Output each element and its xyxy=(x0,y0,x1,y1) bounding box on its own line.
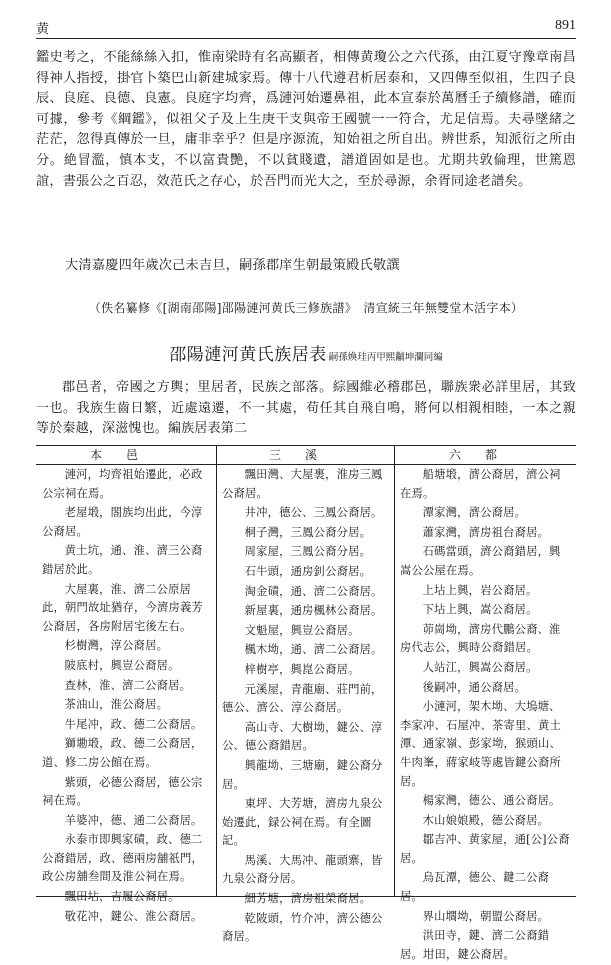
table-entry: 周家屋，三鳳公裔分居。 xyxy=(244,545,372,559)
table-entry: 石碼當頭，濟公裔錯居，興嵩公公屋在焉。 xyxy=(400,545,561,577)
column-liudu xyxy=(400,466,572,965)
preface-signature: 大清嘉慶四年歲次己未吉旦，嗣孫郡庠生朝最策殿氏敬譔 xyxy=(65,258,400,273)
table-entry: 飄田坫，吉履公裔居。 xyxy=(64,890,180,904)
table-entry: 潭家灣，濟公裔居。 xyxy=(422,506,527,520)
table-entry: 老屋塅，閤族均出此，今淳公裔居。 xyxy=(42,506,203,538)
table-entry: 飄田灣、大屋裹，淮房三鳳公裔居。 xyxy=(222,468,383,500)
table-entry: 文魁屋，興豈公裔居。 xyxy=(244,623,360,637)
table-entry: 下坫上興，嵩公裔居。 xyxy=(422,603,538,617)
table-entry: 獅墈塅，政、德二公裔居，道、修二房公館在焉。 xyxy=(42,737,203,769)
table-entry: 紫頭，必德公裔居，德公宗祠在焉。 xyxy=(42,775,203,808)
table-entry: 細芳塘，濟房祖榮裔居。 xyxy=(244,892,372,906)
table-entry: 石牛頭，通房釗公裔居。 xyxy=(244,564,372,578)
table-entry: 牛尾冲，政、德二公裔居。 xyxy=(64,717,203,731)
source-note: （佚名纂修《[湖南邵陽]邵陽漣河黄氏三修族譜》 清宣統三年無雙堂木活字本） xyxy=(88,301,524,315)
table-entry: 茆崗坳，濟房代鵬公裔、淮房代志公，興時公裔錯居。 xyxy=(400,622,561,655)
column-sanxi xyxy=(222,466,394,948)
page-number: 891 xyxy=(555,18,576,33)
column-header: 三溪 xyxy=(268,448,341,462)
table-entry: 木山娘娘殿，德公裔居。 xyxy=(422,813,550,827)
table-entry: 烏瓦潭，德公、鍵二公裔居。 xyxy=(400,871,550,904)
section-main-title: 邵陽漣河黄氏族居表 xyxy=(169,345,327,365)
table-entry: 蕭家灣，濟房祖台裔居。 xyxy=(422,525,550,539)
table-entry: 黄土坑，通、淮、濟三公裔錯居於此。 xyxy=(42,544,203,576)
column-divider xyxy=(216,446,217,896)
table-header-row xyxy=(36,446,576,465)
column-divider xyxy=(394,446,395,896)
table-entry: 後嗣冲，通公裔居。 xyxy=(422,680,527,694)
column-benyi xyxy=(42,466,214,927)
table-entry: 桐子灣，三鳳公裔分居。 xyxy=(244,525,372,539)
table-entry: 大屋裏，淮、濟二公原居此，朝門故址猶存，今濟房義芳公裔居，各房附居宅後左右。 xyxy=(42,582,203,633)
table-entry: 界山壛坳，朝盟公裔居。 xyxy=(422,909,550,923)
header-rule xyxy=(36,38,576,39)
intro-paragraph: 郡邑者，帝國之方輿；里居者，民族之部落。綜國維必稽郡邑，聯族衆必詳里居，其致一也。我族生齒日繁，近處遠遷，不一其處，苟任其自飛自鳴，將何以相親相睦，一本之親等於秦越，深滋愧也。編族居表第二 xyxy=(36,380,576,437)
table-entry: 上坫上興，岩公裔居。 xyxy=(422,583,538,597)
section-subtitle: 嗣孫煥珪丙甲熙黼坤瀾同編 xyxy=(328,352,443,363)
chapter-label: 黄 xyxy=(36,22,50,37)
column-header: 本邑 xyxy=(89,448,162,462)
table-entry: 羊婆冲，德、通二公裔居。 xyxy=(64,813,203,827)
table-entry: 漣河，均齊祖始遷此，必政公宗祠在焉。 xyxy=(42,468,203,500)
table-entry: 查林，淮、濟二公裔居。 xyxy=(64,678,192,692)
section-title xyxy=(36,340,576,365)
table-entry: 元溪屋，青龍廟、莊門前，德公、濟公、淳公裔居。 xyxy=(222,682,383,715)
table-entry: 陂底村，興豈公裔居。 xyxy=(64,658,180,672)
table-entry: 船塘塅，濟公裔居，濟公祠在焉。 xyxy=(400,468,561,500)
table-entry: 永泰市即興家磧，政、德二公裔錯居，政、德兩房舖祇門，政公房舖叁間及淮公祠在焉。 xyxy=(42,833,203,884)
table-entry: 楊家灣，德公、通公裔居。 xyxy=(422,794,561,808)
residence-table xyxy=(36,445,576,961)
table-entry: 鄒吉冲、黄家屋，通[公]公裔居。 xyxy=(400,833,570,865)
table-entry: 人站江，興嵩公裔居。 xyxy=(422,660,538,674)
table-entry: 敬花冲，鍵公、淮公裔居。 xyxy=(64,909,203,923)
table-entry: 小漣河，架木坳、大塢塘、李家冲、石屋冲、茶寄里、黄土潭、通家嶺、彭家坳，猴頭山、牛肉峯，蔣家岐等處皆鍵公裔所居。 xyxy=(400,700,561,788)
column-header: 六都 xyxy=(448,448,521,462)
table-entry: 井冲，德公、三鳳公裔居。 xyxy=(244,506,383,520)
table-entry: 新屋裏，通房楓林公裔居。 xyxy=(244,604,383,618)
table-entry: 高山寺、大樹坳，鍵公、淳公、德公裔錯居。 xyxy=(222,720,383,753)
table-entry: 梓樹亭，興崑公裔居。 xyxy=(244,662,360,676)
table-entry: 淘金磧，通、濟二公裔居。 xyxy=(244,584,383,598)
table-entry: 洪田寺，鍵、濟二公裔錯居。坩田，鍵公裔居。 xyxy=(400,929,550,961)
table-entry: 乾陂頭，竹介冲，濟公德公裔居。 xyxy=(222,911,383,944)
table-entry: 杉樹灣，淳公裔居。 xyxy=(64,639,169,653)
table-entry: 茶油山，淮公裔居。 xyxy=(64,698,169,712)
running-header xyxy=(36,18,576,38)
table-entry: 東坪、大芳塘，濟房九泉公始遷此，録公祠在焉。有全圖記。 xyxy=(222,797,383,848)
table-entry: 興龍坳、三塘廟，鍵公裔分居。 xyxy=(222,758,383,791)
table-entry: 馬溪、大馬冲、龍頭寨，皆九泉公裔分居。 xyxy=(222,853,383,886)
preface-paragraph: 鑑史考之，不能絲絲入扣，惟南梁時有名高顯者，相傳黄瓊公之六代孫，由江夏守豫章南昌得神人指授，掛官卜築巴山新建城家焉。傳十八代遵君析居泰和，又四傳至似祖，生四子良辰、良庭、良德、良憲。良庭字均齊，爲漣河始遷鼻祖，此本宣泰於萬曆壬子續修譜，確而可據，參考《綱鑑》，似祖父子及上生庚干支與帝王國號一一符合，尤足信焉。夫尋墜緒之茫茫，忽得真傳於一旦，庸非幸乎？但是序源流，知始祖之所自出。辨世系，知派衍之所由分。絶冒濫，慎本支，不以富貴艷，不以貧賤遺，譜道固如是也。尤期共敦倫理，世篤恩誼，書張公之百忍，效范氏之存心，於吾門而光大之，至於尋源，余胥同途老譜矣。 xyxy=(36,50,576,189)
table-entry: 楓木坳，通、濟二公裔居。 xyxy=(244,643,383,657)
